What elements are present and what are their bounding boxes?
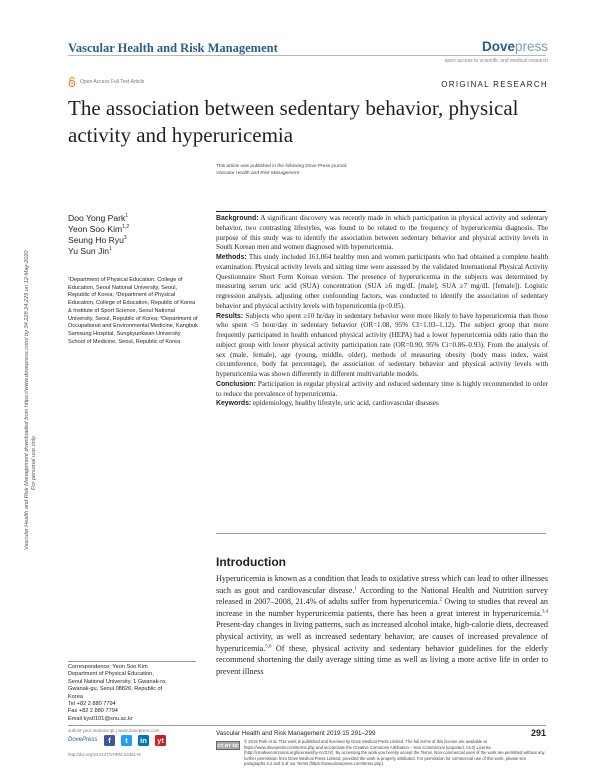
open-access-text: Open Access Full Text Article bbox=[80, 79, 145, 85]
correspondence-line: Gwanak-gu, Seoul 08826, Republic of bbox=[68, 686, 163, 693]
author-name[interactable]: Yu Sun Jin$^1$ bbox=[68, 246, 112, 256]
abstract-background: Background: A significant discovery was recently made in which participation in physical activity and sedentary behavior, two contrasting lifestyles, was found to be related to the frequency of hyperuricemia diagnosis. The purpose of this study was to identify the association between sedentary behavior and physical activity levels in South Korean men and women diagnosed with hyperuricemia. bbox=[216, 214, 548, 252]
abstract-label: Keywords: bbox=[216, 400, 252, 408]
open-access-label bbox=[68, 77, 144, 87]
publisher-logo[interactable] bbox=[482, 39, 548, 54]
publisher-logo-bold: Dove bbox=[481, 39, 515, 54]
correspondence-email[interactable]: Email kys0101@snu.ac.kr bbox=[68, 715, 133, 722]
citation-ref[interactable]: 3,4 bbox=[542, 609, 548, 615]
correspondence-divider bbox=[68, 661, 196, 662]
open-access-icon bbox=[68, 77, 76, 87]
facebook-icon[interactable]: f bbox=[104, 735, 115, 746]
abstract-label: Results: bbox=[216, 312, 244, 320]
publication-note bbox=[216, 163, 347, 177]
submit-manuscript-link[interactable]: submit your manuscript | www.dovepress.com bbox=[68, 728, 160, 733]
page-number: 291 bbox=[530, 728, 546, 738]
abstract bbox=[216, 214, 548, 409]
article-type: ORIGINAL RESEARCH bbox=[441, 80, 548, 89]
publisher-logo-light: press bbox=[514, 39, 548, 54]
section-heading: Introduction bbox=[216, 555, 286, 569]
footer-divider bbox=[68, 725, 546, 726]
dovepress-footer-logo[interactable]: DovePress bbox=[68, 737, 98, 743]
introduction-body: Hyperuricemia is known as a condition that leads to oxidative stress which can lead to other illnesses such as gout and cardiovascular disease.$^1$ According to the National Health and Nutrition survey released in 2007–2008, 21.4% of adults suffer from hyperuricemia.$^2$ Owing to studies that reveal an increase in the number hyperuricemia patients, there has been a great interest in hyperuricemia.$^{3,4}$ Present-day changes in living patterns, such as increased alcohol intake, high-calorie diets, decreased physical activity, as well as increased sedentary behavior, are causes of increased prevalence of hyperuricemia.$^{5,6}$ Of these, physical activity and sedentary behavior guidelines for the elderly recommend shortening the daily average sitting time as well as living a more active life in order to prevent illness bbox=[216, 574, 549, 676]
correspondence-line: Department of Physical Education, bbox=[68, 671, 154, 678]
article-title: The association between sedentary behavior, physical activity and hyperuricemia bbox=[68, 96, 519, 147]
abstract-results: Results: Subjects who spent ≥10 hr/day in sedentary behavior were more likely to have hyperuricemia than those who spent <5 hour/day in sedentary behavior (OR=1.08, 95% CI=1.03–1.12). The subject group that more frequently participated in health enhanced physical activity (HEPA) had a lower hyperuricemia odds ratio than the subject group with lower physical activity participation rate (OR=0.90, 95% Ci=0.86–0.93). From the analysis of sex (male, female), age (young, middle, older), methods of measuring obesity (body mass index, waist circumference, body fat percentage), the association of sedentary behavior and physical activity levels with hyperuricemia was shown differently in different multivariable models. bbox=[216, 311, 548, 378]
abstract-keywords: Keywords: epidemiology, healthy lifestyle, uric acid, cardiovascular diseases bbox=[216, 399, 439, 408]
affiliations: ¹Department of Physical Education, College of Education, Seoul National University, Seoul, Republic of Korea; ²Department of Physical Education, College of Education, Republic of Korea & Institute of Sport Science, Seoul National University, Seoul, Republic of Korea; ³Department of Occupational and Environmental Medicine, Kangbuk Samsung Hospital, Sungkyunkwan University School of Medicine, Seoul, Republic of Korea bbox=[68, 277, 198, 345]
youtube-icon[interactable]: yt bbox=[155, 735, 166, 746]
correspondence-line: Fax +82 2 880 7794 bbox=[68, 708, 118, 715]
abstract-label: Background: bbox=[216, 215, 259, 222]
linkedin-icon[interactable]: in bbox=[138, 735, 149, 746]
abstract-label: Conclusion: bbox=[216, 380, 256, 388]
author-name[interactable]: Seung Ho Ryu$^3$ bbox=[68, 235, 127, 245]
social-links bbox=[104, 735, 166, 746]
citation-ref[interactable]: 5,6 bbox=[265, 643, 272, 649]
creative-commons-badge[interactable]: CC BY NC bbox=[217, 743, 239, 748]
journal-name: Vascular Health and Risk Management bbox=[68, 41, 278, 55]
citation-ref[interactable]: 2 bbox=[439, 597, 442, 603]
author-name[interactable]: Doo Yong Park$^1$ bbox=[68, 213, 129, 223]
correspondence-line: Correspondence: Yeon Soo Kim bbox=[68, 664, 148, 670]
twitter-icon[interactable]: t bbox=[121, 735, 132, 746]
correspondence-line: Korea bbox=[68, 693, 83, 700]
correspondence-line: Seoul National University, 1 Gwanak-ro, bbox=[68, 678, 167, 685]
abstract-label: Methods: bbox=[216, 254, 247, 261]
side-note-line-2: For personal use only. bbox=[31, 435, 37, 490]
journal-citation: Vascular Health and Risk Management 2019:15 291–299 bbox=[216, 730, 376, 737]
abstract-methods: Methods: This study included 161,064 healthy men and women participants who had obtained a complete health examination. Physical activity levels and sitting time were assessed by the validated International Physical Activity Questionnaire Short Form Korean version. The presence of hyperuricemia in the subjects was determined by measuring serum uric acid (SUA) concentration (SUA ≥6 mg/dL [male], SUA ≥7 mg/dL [female]). Logistic regression analysis, adjusting other confounding factors, was conducted to identify the association of sedentary behavior and physical activity levels with hyperuricemia (p<0.05). bbox=[216, 253, 548, 310]
abstract-bottom-rule bbox=[216, 533, 546, 534]
doi-link[interactable]: http://doi.org/10.2147/VHRM.S246176 bbox=[68, 752, 141, 757]
correspondence-line: Tel +82 2 880 7794 bbox=[68, 701, 116, 708]
abstract-top-rule bbox=[216, 211, 546, 212]
header-divider bbox=[68, 55, 546, 56]
download-side-note bbox=[24, 130, 38, 550]
side-note-line-1: Vascular Health and Risk Management downloaded from https://www.dovepress.com/ by 34.228.24.229 on 12-May-2020 bbox=[24, 250, 30, 550]
author-list bbox=[68, 213, 129, 257]
author-name[interactable]: Yeon Soo Kim$^{1,2}$ bbox=[68, 224, 130, 234]
publication-note-line: This article was published in the following Dove Press journal: bbox=[216, 164, 348, 169]
citation-ref[interactable]: 1 bbox=[354, 585, 357, 591]
license-text: © 2019 Park et al. This work is published and licensed by Dove Medical Press Limited. The full terms of this license are available at https://www.dovepress.com/terms.php and incorporate the Creative Commons Attribution – Non Commercial (unported, v3.0) License (http://creativecommons.org/licenses/by-nc/3.0/). By accessing the work you hereby accept the Terms. Non-commercial uses of the work are permitted without any further permission from Dove Medical Press Limited, provided the work is properly attributed. For permission for commercial use of this work, please see paragraphs 4.2 and 5 of our Terms (https://www.dovepress.com/terms.php). bbox=[244, 739, 545, 767]
abstract-conclusion: Conclusion: Participation in regular physical activity and reduced sedentary time is highly recommended in order to reduce the prevalence of hyperuricemia. bbox=[216, 379, 548, 398]
correspondence-block bbox=[68, 664, 198, 723]
publication-note-journal: Vascular Health and Risk Management bbox=[216, 171, 300, 176]
publisher-tagline: open access to scientific and medical research bbox=[444, 58, 548, 64]
